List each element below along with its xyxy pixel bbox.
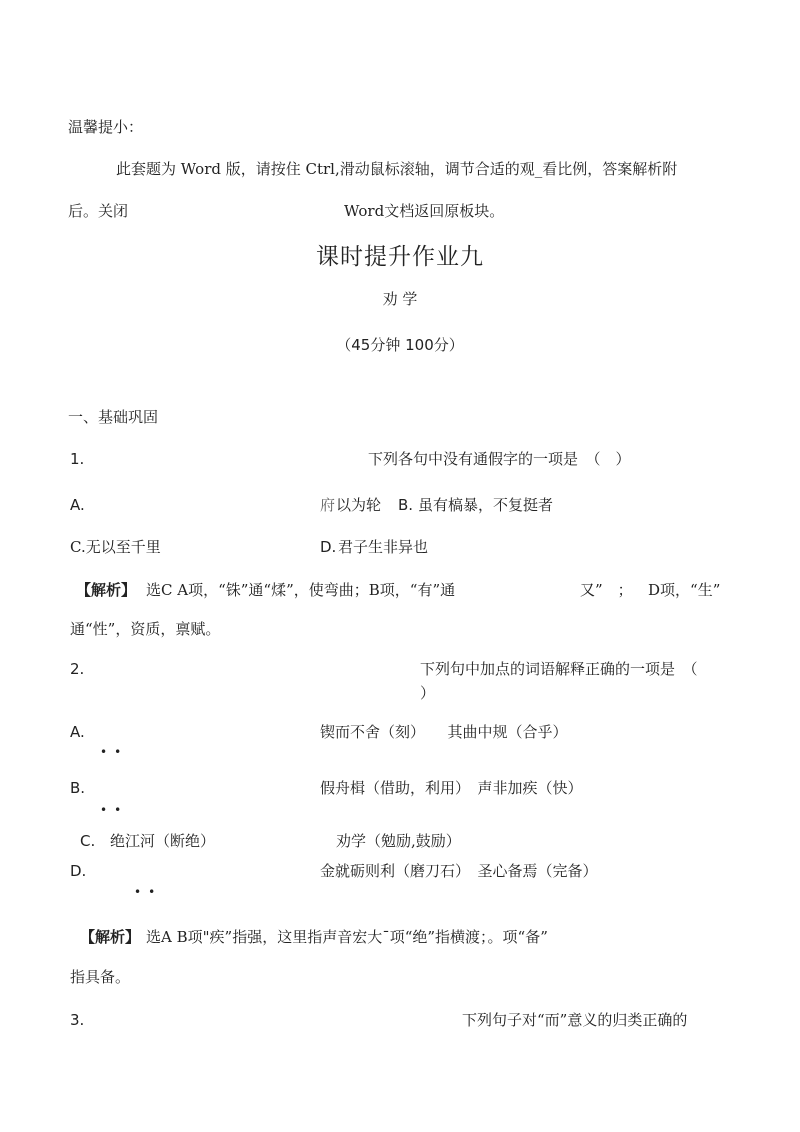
q2-option-a-text: 锲而不舍（刻） 其曲中规（合乎） bbox=[320, 723, 568, 741]
q2-number: 2. bbox=[70, 660, 85, 678]
q1-option-a-text-2: 以为轮 bbox=[336, 496, 382, 514]
q2-option-b-text: 假舟楫（借助，利用） 声非加疾（快） bbox=[320, 779, 583, 797]
q2-option-a-emphasis-dots: •• bbox=[100, 745, 129, 759]
q1-option-a-text-1: 府 bbox=[320, 496, 336, 514]
q1-option-d-label: D. bbox=[320, 538, 337, 556]
q3-number: 3. bbox=[70, 1011, 85, 1029]
q3-stem: 下列句子对“而”意义的归类正确的 bbox=[462, 1011, 688, 1029]
page-title: 课时提升作业九 bbox=[316, 244, 484, 270]
section-heading: 一、基础巩固 bbox=[68, 408, 159, 426]
q1-analysis-line-1: 选C A项，“铢”通“煣”，使弯曲；B项，“有”通 bbox=[146, 581, 456, 599]
q2-analysis-line-1: 选A B项"疾”指强，这里指声音宏大ˉ项“绝”指横渡；。项“备” bbox=[146, 928, 548, 946]
q1-number: 1. bbox=[70, 450, 85, 468]
q2-stem: 下列句中加点的词语解释正确的一项是 （ bbox=[420, 660, 698, 678]
notice-line-2-right: Word文档返回原板块。 bbox=[344, 202, 505, 220]
q1-option-c: C.无以至千里 bbox=[70, 538, 161, 556]
q2-stem-close: ） bbox=[420, 684, 436, 702]
q2-option-c-text-2: 劝学（勉励,鼓励） bbox=[336, 832, 461, 850]
q1-option-b-label: B. bbox=[398, 496, 414, 514]
q2-option-a-label: A. bbox=[70, 723, 85, 741]
q2-analysis-label: 【解析】 bbox=[80, 928, 141, 946]
q2-option-d-emphasis-dots: •• bbox=[134, 885, 163, 899]
duration-label: （45分钟 100分） bbox=[336, 336, 464, 354]
q2-option-b-label: B. bbox=[70, 779, 86, 797]
q1-analysis-line-1c: D项，“生” bbox=[648, 581, 721, 599]
q1-analysis-line-1b: 又” ； bbox=[580, 581, 633, 599]
q2-option-c-text-1: 绝江河（断绝） bbox=[110, 832, 216, 850]
q2-option-c-label: C. bbox=[80, 832, 96, 850]
notice-line-2-left: 后。关闭 bbox=[68, 202, 129, 220]
q1-option-d-text: 君子生非异也 bbox=[338, 538, 429, 556]
q2-option-b-emphasis-dots: •• bbox=[100, 803, 129, 817]
q2-option-d-label: D. bbox=[70, 862, 87, 880]
page-subtitle: 劝 学 bbox=[382, 290, 418, 308]
q1-stem: 下列各句中没有通假字的一项是 （ ） bbox=[368, 450, 631, 468]
notice-line-1: 此套题为 Word 版，请按住 Ctrl,滑动鼠标滚轴，调节合适的观_看比例，答案解析附 bbox=[116, 160, 678, 178]
q1-option-b-text: 虽有槁暴，不复挺者 bbox=[418, 496, 554, 514]
q2-option-d-text: 金就砺则利（磨刀石） 圣心备焉（完备） bbox=[320, 862, 598, 880]
q1-analysis-label: 【解析】 bbox=[76, 581, 137, 599]
notice-heading: 温馨提小： bbox=[68, 118, 144, 136]
q1-analysis-line-2: 通“性”，资质，禀赋。 bbox=[70, 620, 221, 638]
q1-option-a-label: A. bbox=[70, 496, 85, 514]
q2-analysis-line-2: 指具备。 bbox=[70, 968, 131, 986]
